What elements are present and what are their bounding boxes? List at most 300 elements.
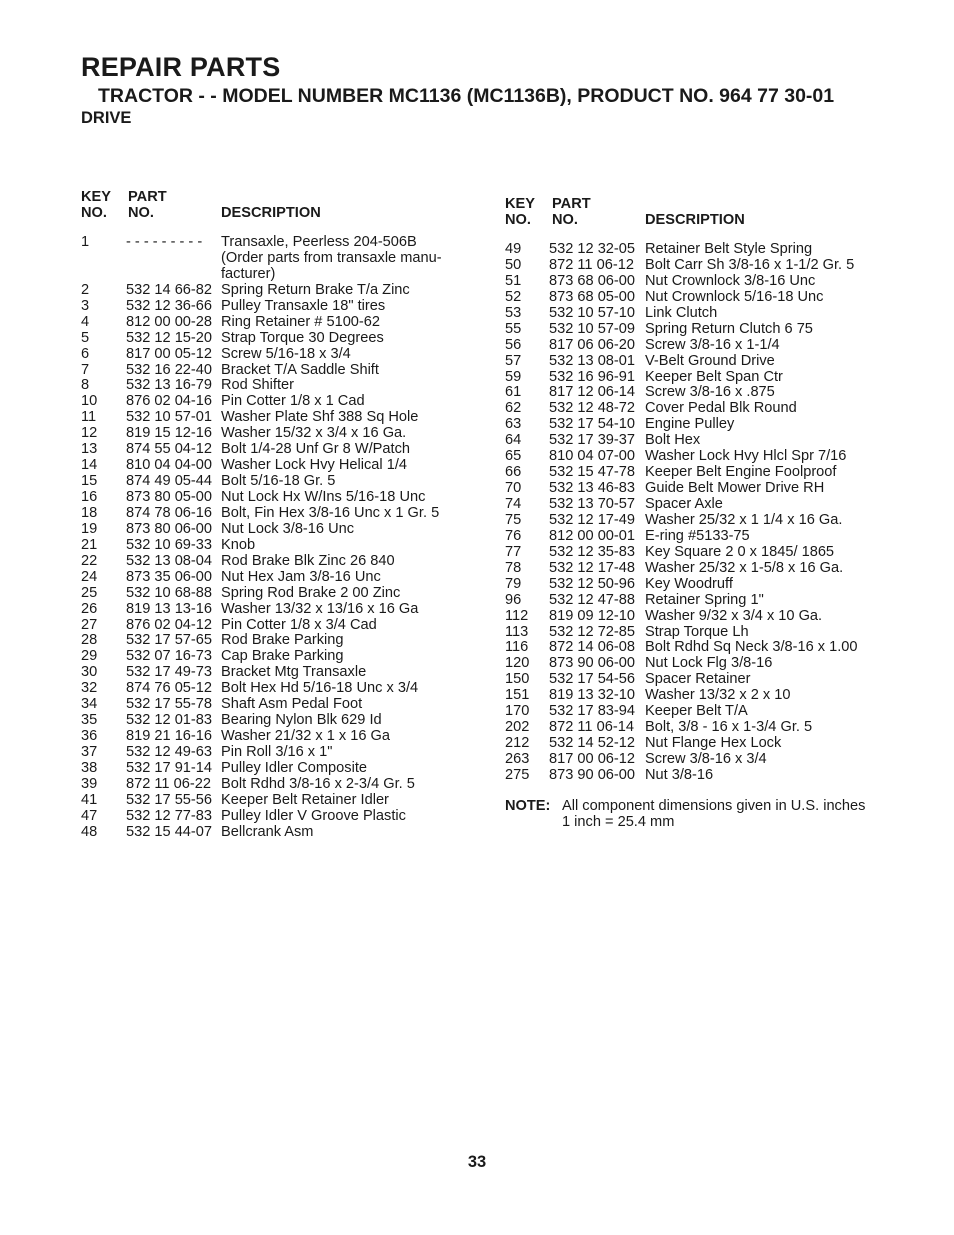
part-description: Pin Cotter 1/8 x 1 Cad: [221, 393, 365, 410]
key-number: 8: [81, 377, 90, 394]
part-description: Nut 3/8-16: [645, 766, 714, 783]
table-row: [505, 465, 895, 481]
key-number: 79: [505, 575, 522, 592]
table-row: [81, 633, 471, 649]
key-number: 151: [505, 687, 530, 704]
part-number: 532 12 72-85: [549, 623, 636, 640]
part-number: 532 13 70-57: [549, 496, 636, 512]
key-number: 2: [81, 281, 90, 298]
table-row: [81, 331, 471, 347]
table-row: [505, 609, 895, 625]
key-number: 24: [81, 568, 98, 585]
key-number: 38: [81, 759, 98, 776]
part-number: 532 12 01-83: [126, 712, 213, 729]
table-row: [505, 338, 895, 354]
key-number: 29: [81, 648, 98, 665]
part-description: Screw 5/16-18 x 3/4: [221, 345, 351, 362]
table-row: [505, 720, 895, 736]
key-number: 77: [505, 543, 522, 560]
part-description: Washer Lock Hvy Hlcl Spr 7/16: [645, 448, 847, 465]
part-number: 873 80 05-00: [126, 489, 213, 506]
part-description: Guide Belt Mower Drive RH: [645, 480, 825, 497]
table-row: [505, 625, 895, 641]
part-description: Washer 25/32 x 1-5/8 x 16 Ga.: [645, 559, 844, 576]
key-number: 263: [505, 751, 530, 767]
part-description: Nut Hex Jam 3/8-16 Unc: [221, 568, 381, 585]
part-description: Bolt, 3/8 - 16 x 1-3/4 Gr. 5: [645, 719, 813, 736]
part-description: Washer Plate Shf 388 Sq Hole: [221, 409, 419, 426]
table-row: [81, 363, 471, 379]
header-description: DESCRIPTION: [221, 205, 321, 221]
part-description: Pulley Transaxle 18" tires: [221, 297, 386, 314]
part-description: Spring Rod Brake 2 00 Zinc: [221, 584, 401, 601]
part-description: Cover Pedal Blk Round: [645, 400, 797, 417]
part-number: 812 00 00-01: [549, 527, 636, 544]
table-row: [81, 570, 471, 586]
part-description: Pin Cotter 1/8 x 3/4 Cad: [221, 616, 377, 633]
part-number: 873 80 06-00: [126, 520, 213, 537]
part-number: 532 10 69-33: [126, 536, 213, 553]
part-number: 532 10 68-88: [126, 584, 213, 601]
table-row: [81, 825, 471, 841]
table-row: [81, 442, 471, 458]
part-description: Spacer Axle: [645, 496, 723, 512]
part-description: Bolt Hex: [645, 432, 701, 449]
key-number: 3: [81, 297, 90, 314]
table-row: [505, 752, 895, 768]
table-row: [81, 410, 471, 426]
key-number: 21: [81, 536, 98, 553]
table-row: [81, 602, 471, 618]
part-number: 532 13 08-04: [126, 552, 213, 569]
part-number: 532 12 32-05: [549, 241, 636, 257]
note-text-conversion: 1 inch = 25.4 mm: [562, 814, 675, 830]
part-number: 872 11 06-14: [549, 719, 634, 736]
part-description: Bellcrank Asm: [221, 823, 314, 840]
part-number: 532 13 46-83: [549, 480, 636, 497]
part-description: Pulley Idler V Groove Plastic: [221, 807, 406, 824]
key-number: 16: [81, 489, 98, 506]
part-description: Pin Roll 3/16 x 1": [221, 744, 333, 761]
part-description: Bracket Mtg Transaxle: [221, 664, 367, 681]
page-subtitle: TRACTOR - - MODEL NUMBER MC1136 (MC1136B), PRODUCT NO. 964 77 30-01: [98, 85, 835, 107]
part-number: 532 12 77-83: [126, 807, 213, 824]
section-title: DRIVE: [81, 109, 132, 127]
table-row: [505, 704, 895, 720]
part-number: 810 04 04-00: [126, 457, 213, 474]
part-number: 872 11 06-12: [549, 256, 634, 273]
key-number: 6: [81, 345, 90, 362]
table-row: [81, 299, 471, 315]
part-number: 819 21 16-16: [126, 728, 213, 745]
table-row: [505, 640, 895, 656]
part-description: Link Clutch: [645, 304, 718, 321]
part-description: Knob: [221, 536, 256, 553]
part-number: 532 17 83-94: [549, 703, 636, 720]
part-number: 819 13 13-16: [126, 600, 213, 617]
header-key: [505, 196, 535, 228]
key-number: 202: [505, 719, 530, 736]
part-number: 532 15 44-07: [126, 823, 213, 840]
part-number: 532 17 57-65: [126, 632, 213, 649]
part-description: Nut Lock Hx W/Ins 5/16-18 Unc: [221, 489, 426, 506]
part-number: 532 17 54-56: [549, 671, 636, 688]
key-number: 65: [505, 448, 522, 465]
part-description: Engine Pulley: [645, 416, 735, 433]
part-description: Nut Flange Hex Lock: [645, 735, 782, 752]
key-number: 150: [505, 671, 530, 688]
table-row: [505, 401, 895, 417]
table-row: [81, 777, 471, 793]
part-number: 532 12 47-88: [549, 591, 636, 608]
key-number: 15: [81, 473, 98, 490]
part-description: Keeper Belt Span Ctr: [645, 368, 783, 385]
part-number: 817 12 06-14: [549, 384, 636, 401]
table-row: [505, 449, 895, 465]
key-number: 76: [505, 527, 522, 544]
key-number: 61: [505, 384, 522, 401]
table-row: [81, 283, 471, 299]
key-number: 49: [505, 241, 522, 257]
key-number: 59: [505, 368, 522, 385]
part-number: 532 10 57-10: [549, 304, 636, 321]
table-header: [81, 189, 471, 223]
table-row: [81, 474, 471, 490]
part-description: Strap Torque Lh: [645, 623, 749, 640]
key-number: 48: [81, 823, 98, 840]
key-number: 170: [505, 703, 530, 720]
part-number: 532 10 57-09: [549, 320, 636, 337]
part-description: Bolt Hex Hd 5/16-18 Unc x 3/4: [221, 680, 419, 697]
key-number: 212: [505, 735, 530, 752]
key-number: 96: [505, 591, 522, 608]
part-number: 819 15 12-16: [126, 425, 213, 442]
part-number: 873 35 06-00: [126, 568, 213, 585]
part-description: Keeper Belt Retainer Idler: [221, 791, 389, 808]
part-description: Bolt, Fin Hex 3/8-16 Unc x 1 Gr. 5: [221, 504, 440, 521]
part-description: Screw 3/8-16 x .875: [645, 384, 775, 401]
table-row: [505, 433, 895, 449]
table-row: [505, 481, 895, 497]
table-row: [505, 688, 895, 704]
table-row: [505, 290, 895, 306]
header-key-line1: KEY: [81, 189, 112, 205]
key-number: 28: [81, 632, 98, 649]
part-description: Washer 13/32 x 13/16 x 16 Ga: [221, 600, 419, 617]
key-number: 116: [505, 639, 529, 656]
part-description: Nut Lock Flg 3/8-16: [645, 655, 773, 672]
key-number: 62: [505, 400, 522, 417]
part-description: Retainer Spring 1": [645, 591, 764, 608]
table-row: [505, 306, 895, 322]
part-number: 532 10 57-01: [126, 409, 213, 426]
table-row: [505, 370, 895, 386]
table-row: [505, 417, 895, 433]
table-header: [505, 196, 895, 230]
header-part-line2: NO.: [552, 212, 578, 228]
key-number: 112: [505, 607, 529, 624]
part-number: 872 14 06-08: [549, 639, 636, 656]
key-number: 51: [505, 272, 522, 289]
table-row: [505, 258, 895, 274]
key-number: 41: [81, 791, 98, 808]
table-row: [81, 347, 471, 363]
key-number: 66: [505, 464, 522, 481]
part-description: Washer 13/32 x 2 x 10: [645, 687, 791, 704]
key-number: 55: [505, 320, 522, 337]
part-description: Bearing Nylon Blk 629 Id: [221, 712, 382, 729]
parts-list-left: [81, 235, 471, 841]
part-number: 532 17 55-56: [126, 791, 213, 808]
part-number: 873 68 06-00: [549, 272, 636, 289]
part-description: Bracket T/A Saddle Shift: [221, 361, 379, 378]
note-label: NOTE:: [505, 798, 551, 814]
part-number: 532 12 36-66: [126, 297, 213, 314]
key-number: 75: [505, 511, 522, 528]
key-number: 27: [81, 616, 98, 633]
table-row: [505, 577, 895, 593]
table-row: [81, 649, 471, 665]
key-number: 53: [505, 304, 522, 321]
part-number: 817 06 06-20: [549, 336, 636, 353]
key-number: 57: [505, 352, 522, 369]
key-number: 18: [81, 504, 98, 521]
header-description: DESCRIPTION: [645, 212, 745, 228]
part-description: Washer Lock Hvy Helical 1/4: [221, 457, 407, 474]
table-row: [505, 354, 895, 370]
part-description: Rod Shifter: [221, 377, 295, 394]
part-number: 873 90 06-00: [549, 766, 636, 783]
part-description: Bolt 5/16-18 Gr. 5: [221, 473, 336, 490]
part-number: 532 17 54-10: [549, 416, 636, 433]
part-number: 532 12 50-96: [549, 575, 636, 592]
table-row: [81, 681, 471, 697]
part-number: 532 17 55-78: [126, 696, 213, 713]
table-row: [81, 761, 471, 777]
part-number: 532 17 49-73: [126, 664, 213, 681]
table-row: [81, 713, 471, 729]
key-number: 14: [81, 457, 98, 474]
table-row: [81, 745, 471, 761]
part-number: 817 00 05-12: [126, 345, 213, 362]
note-text: All component dimensions given in U.S. inches: [562, 798, 866, 814]
part-number: 874 49 05-44: [126, 473, 213, 490]
part-description: Keeper Belt T/A: [645, 703, 748, 720]
table-row: [505, 561, 895, 577]
part-description: Strap Torque 30 Degrees: [221, 329, 384, 346]
table-row: [505, 768, 895, 784]
table-row: [505, 274, 895, 290]
table-row: [505, 593, 895, 609]
table-row: [505, 529, 895, 545]
table-row: [81, 697, 471, 713]
part-number: 532 12 15-20: [126, 329, 213, 346]
key-number: 35: [81, 712, 98, 729]
part-description: Screw 3/8-16 x 3/4: [645, 751, 767, 767]
table-row: [505, 736, 895, 752]
table-row: [81, 458, 471, 474]
part-description: Rod Brake Parking: [221, 632, 344, 649]
key-number: 275: [505, 766, 530, 783]
key-number: 34: [81, 696, 98, 713]
table-row: [81, 793, 471, 809]
part-number: 876 02 04-12: [126, 616, 213, 633]
table-row: [505, 497, 895, 513]
part-number: 817 00 06-12: [549, 751, 636, 767]
key-number: 39: [81, 775, 98, 792]
parts-table-right: [505, 196, 895, 784]
key-number: 12: [81, 425, 98, 442]
part-number: 819 09 12-10: [549, 607, 636, 624]
header-key: [81, 189, 111, 221]
key-number: 37: [81, 744, 98, 761]
header-key-line2: NO.: [81, 205, 107, 221]
part-number: 532 13 16-79: [126, 377, 213, 394]
key-number: 10: [81, 393, 98, 410]
part-number: - - - - - - - - -: [126, 234, 203, 250]
header-part-line1: PART: [552, 196, 591, 212]
key-number: 50: [505, 256, 522, 273]
part-description: Bolt Rdhd Sq Neck 3/8-16 x 1.00: [645, 639, 858, 656]
part-number: 532 07 16-73: [126, 648, 213, 665]
table-row: [81, 522, 471, 538]
part-description: Bolt Carr Sh 3/8-16 x 1-1/2 Gr. 5: [645, 256, 855, 273]
part-description: Keeper Belt Engine Foolproof: [645, 464, 837, 481]
part-description: Washer 9/32 x 3/4 x 10 Ga.: [645, 607, 823, 624]
table-row: [81, 809, 471, 825]
part-description: Screw 3/8-16 x 1-1/4: [645, 336, 780, 353]
key-number: 70: [505, 480, 522, 497]
part-description: Shaft Asm Pedal Foot: [221, 696, 363, 713]
part-description: Spacer Retainer: [645, 671, 751, 688]
table-row: [81, 538, 471, 554]
page-title: REPAIR PARTS: [81, 52, 281, 82]
part-description: Transaxle, Peerless 204-506B (Order parts from transaxle manu-facturer): [221, 234, 442, 282]
part-number: 532 16 96-91: [549, 368, 636, 385]
parts-table-left: [81, 189, 471, 841]
part-number: 874 55 04-12: [126, 441, 213, 458]
table-row: [81, 506, 471, 522]
part-number: 532 12 49-63: [126, 744, 213, 761]
table-row: [81, 586, 471, 602]
key-number: 11: [81, 409, 97, 426]
table-row: [81, 235, 471, 283]
table-row: [81, 665, 471, 681]
table-row: [81, 315, 471, 331]
part-number: 874 78 06-16: [126, 504, 213, 521]
key-number: 19: [81, 520, 98, 537]
key-number: 74: [505, 496, 522, 512]
part-number: 876 02 04-16: [126, 393, 213, 410]
key-number: 52: [505, 288, 522, 305]
table-row: [505, 545, 895, 561]
key-number: 13: [81, 441, 98, 458]
parts-list-right: [505, 242, 895, 784]
table-row: [505, 322, 895, 338]
header-part: [128, 189, 167, 221]
key-number: 64: [505, 432, 522, 449]
part-description: Key Square 2 0 x 1845/ 1865: [645, 543, 835, 560]
key-number: 32: [81, 680, 98, 697]
key-number: 113: [505, 623, 529, 640]
part-number: 532 12 48-72: [549, 400, 636, 417]
header-key-line2: NO.: [505, 212, 531, 228]
part-number: 532 12 35-83: [549, 543, 636, 560]
part-number: 873 68 05-00: [549, 288, 636, 305]
part-description: Spring Return Brake T/a Zinc: [221, 281, 410, 298]
part-number: 810 04 07-00: [549, 448, 636, 465]
key-number: 120: [505, 655, 530, 672]
part-number: 532 17 91-14: [126, 759, 213, 776]
table-row: [505, 656, 895, 672]
key-number: 22: [81, 552, 98, 569]
header-part-line2: NO.: [128, 205, 154, 221]
key-number: 7: [81, 361, 90, 378]
part-description: Ring Retainer # 5100-62: [221, 313, 381, 330]
header-key-line1: KEY: [505, 196, 536, 212]
table-row: [81, 426, 471, 442]
key-number: 78: [505, 559, 522, 576]
part-description: Pulley Idler Composite: [221, 759, 368, 776]
part-number: 532 14 52-12: [549, 735, 636, 752]
part-description: Nut Crownlock 5/16-18 Unc: [645, 288, 824, 305]
table-row: [505, 672, 895, 688]
part-description: Bolt 1/4-28 Unf Gr 8 W/Patch: [221, 441, 410, 458]
part-number: 532 14 66-82: [126, 281, 213, 298]
part-description: Washer 25/32 x 1 1/4 x 16 Ga.: [645, 511, 843, 528]
table-row: [81, 394, 471, 410]
table-row: [505, 513, 895, 529]
key-number: 1: [81, 234, 90, 250]
part-description: Bolt Rdhd 3/8-16 x 2-3/4 Gr. 5: [221, 775, 415, 792]
part-number: 872 11 06-22: [126, 775, 211, 792]
part-description: Washer 21/32 x 1 x 16 Ga: [221, 728, 390, 745]
key-number: 56: [505, 336, 522, 353]
key-number: 5: [81, 329, 90, 346]
table-row: [81, 729, 471, 745]
part-description: V-Belt Ground Drive: [645, 352, 775, 369]
part-number: 874 76 05-12: [126, 680, 213, 697]
part-description: Washer 15/32 x 3/4 x 16 Ga.: [221, 425, 407, 442]
header-part-line1: PART: [128, 189, 167, 205]
table-row: [505, 242, 895, 258]
part-number: 812 00 00-28: [126, 313, 213, 330]
key-number: 47: [81, 807, 98, 824]
table-row: [81, 378, 471, 394]
part-description: Retainer Belt Style Spring: [645, 241, 813, 257]
part-number: 532 13 08-01: [549, 352, 636, 369]
part-number: 532 17 39-37: [549, 432, 636, 449]
part-description: Spring Return Clutch 6 75: [645, 320, 813, 337]
part-number: 532 12 17-48: [549, 559, 636, 576]
table-row: [81, 554, 471, 570]
page-number: 33: [467, 1153, 487, 1171]
part-description: Nut Crownlock 3/8-16 Unc: [645, 272, 816, 289]
key-number: 30: [81, 664, 98, 681]
part-number: 532 12 17-49: [549, 511, 636, 528]
key-number: 26: [81, 600, 98, 617]
header-part: [552, 196, 591, 228]
part-description: Key Woodruff: [645, 575, 733, 592]
part-number: 819 13 32-10: [549, 687, 636, 704]
part-number: 532 15 47-78: [549, 464, 636, 481]
key-number: 25: [81, 584, 98, 601]
key-number: 63: [505, 416, 522, 433]
part-description: Nut Lock 3/8-16 Unc: [221, 520, 355, 537]
part-description: Cap Brake Parking: [221, 648, 344, 665]
part-description: E-ring #5133-75: [645, 527, 750, 544]
part-number: 873 90 06-00: [549, 655, 636, 672]
